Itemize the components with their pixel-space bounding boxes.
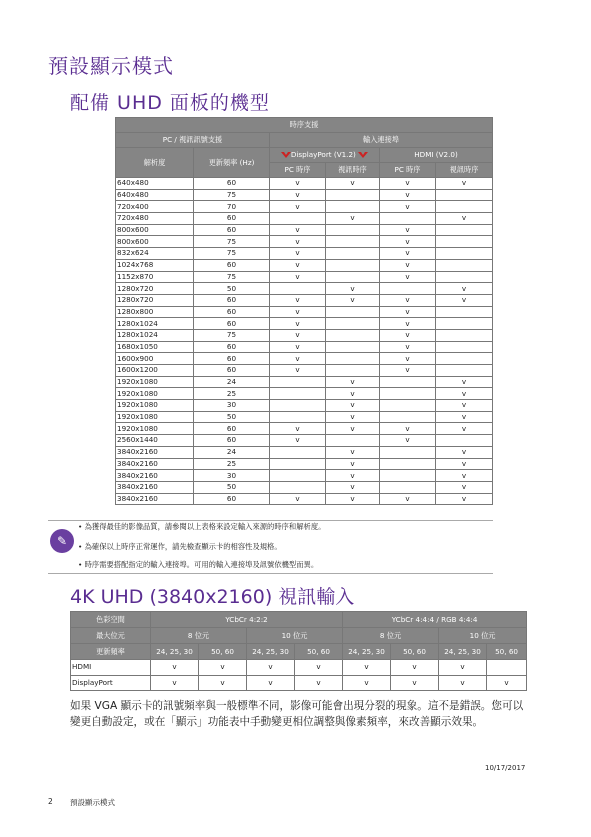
support-cell <box>326 248 380 260</box>
resolution-cell: 720x480 <box>116 213 194 225</box>
support-cell: v <box>270 423 326 435</box>
timing-header-resolution: 解析度 <box>116 148 194 178</box>
refresh-cell: 24 <box>194 446 270 458</box>
support-cell: v <box>343 675 391 691</box>
resolution-cell: 800x600 <box>116 224 194 236</box>
uhd-freq: 24, 25, 30 <box>439 644 487 660</box>
support-cell: v <box>380 201 436 213</box>
resolution-cell: 640x480 <box>116 189 194 201</box>
support-cell <box>380 481 436 493</box>
support-cell: v <box>270 259 326 271</box>
support-cell <box>380 283 436 295</box>
table-row <box>116 493 493 505</box>
table-row <box>116 365 493 377</box>
footer-title: 預設顯示模式 <box>70 798 115 807</box>
resolution-cell: 2560x1440 <box>116 435 194 447</box>
uhd-freq: 24, 25, 30 <box>247 644 295 660</box>
support-cell: v <box>270 365 326 377</box>
uhd-freq: 50, 60 <box>391 644 439 660</box>
support-cell <box>326 306 380 318</box>
support-cell: v <box>439 675 487 691</box>
refresh-cell: 60 <box>194 365 270 377</box>
refresh-cell: 30 <box>194 470 270 482</box>
support-cell: v <box>326 470 380 482</box>
uhd-bit10b: 10 位元 <box>439 628 527 644</box>
support-cell: v <box>436 283 493 295</box>
support-cell <box>270 446 326 458</box>
support-cell <box>326 224 380 236</box>
table-row <box>116 329 493 341</box>
support-cell: v <box>151 660 199 676</box>
timing-header-pc: PC / 視訊訊號支援 <box>116 133 270 148</box>
note-1: • 為獲得最佳的影像品質，請參閱以上表格來設定輸入來源的時序和解析度。 <box>78 522 326 531</box>
resolution-cell: 3840x2160 <box>116 493 194 505</box>
support-cell <box>326 271 380 283</box>
timing-header-hdmi: HDMI (V2.0) <box>380 148 493 163</box>
support-cell: v <box>326 178 380 190</box>
table-row <box>116 236 493 248</box>
table-row <box>116 294 493 306</box>
resolution-cell: 3840x2160 <box>116 458 194 470</box>
support-cell: v <box>439 660 487 676</box>
support-cell: v <box>436 481 493 493</box>
uhd-freq: 50, 60 <box>487 644 527 660</box>
support-cell: v <box>326 481 380 493</box>
support-cell: v <box>326 388 380 400</box>
timing-sub-pc2: PC 時序 <box>380 163 436 178</box>
table-row <box>116 201 493 213</box>
support-cell: v <box>270 236 326 248</box>
table-row <box>116 189 493 201</box>
refresh-cell: 60 <box>194 178 270 190</box>
table-row <box>116 248 493 260</box>
support-cell: v <box>270 189 326 201</box>
timing-header-dp <box>270 148 380 163</box>
resolution-cell: 1280x720 <box>116 283 194 295</box>
refresh-cell: 60 <box>194 353 270 365</box>
support-cell: v <box>380 435 436 447</box>
note-3: • 時序需要搭配指定的輸入連接埠。可用的輸入連接埠及訊號依機型而異。 <box>78 560 319 569</box>
support-cell: v <box>247 660 295 676</box>
support-cell: v <box>436 376 493 388</box>
support-cell: v <box>380 318 436 330</box>
resolution-cell: 1280x720 <box>116 294 194 306</box>
support-cell: v <box>270 435 326 447</box>
refresh-cell: 24 <box>194 376 270 388</box>
support-cell: v <box>343 660 391 676</box>
support-cell: v <box>326 294 380 306</box>
support-cell: v <box>436 411 493 423</box>
support-cell <box>380 458 436 470</box>
refresh-cell: 75 <box>194 248 270 260</box>
support-cell: v <box>326 411 380 423</box>
table-row <box>116 178 493 190</box>
refresh-cell: 70 <box>194 201 270 213</box>
support-cell: v <box>380 353 436 365</box>
resolution-cell: 720x400 <box>116 201 194 213</box>
support-cell: v <box>436 213 493 225</box>
section-title-uhd-models: 配備 UHD 面板的機型 <box>70 92 270 114</box>
table-row <box>116 388 493 400</box>
resolution-cell: 1280x800 <box>116 306 194 318</box>
refresh-cell: 60 <box>194 213 270 225</box>
resolution-cell: 1280x1024 <box>116 318 194 330</box>
support-cell: v <box>436 470 493 482</box>
support-cell <box>270 283 326 295</box>
timing-support-table <box>115 117 493 505</box>
resolution-cell: 800x600 <box>116 236 194 248</box>
support-cell <box>270 411 326 423</box>
support-cell <box>436 224 493 236</box>
support-cell <box>436 341 493 353</box>
support-cell: v <box>270 294 326 306</box>
support-cell <box>436 306 493 318</box>
uhd-bit10a: 10 位元 <box>247 628 343 644</box>
support-cell: v <box>380 224 436 236</box>
timing-header-refresh: 更新頻率 (Hz) <box>194 148 270 178</box>
refresh-cell: 60 <box>194 423 270 435</box>
refresh-cell: 60 <box>194 435 270 447</box>
page-title: 預設顯示模式 <box>48 54 174 78</box>
vga-paragraph: 如果 VGA 顯示卡的訊號頻率與一般標準不同，影像可能會出現分裂的現象。這不是錯誤。您可以變更自動設定，或在「顯示」功能表中手動變更相位調整與像素頻率，來改善顯示效果。 <box>70 700 524 728</box>
port-name-cell: DisplayPort <box>71 675 151 691</box>
support-cell: v <box>326 283 380 295</box>
support-cell: v <box>326 458 380 470</box>
refresh-cell: 60 <box>194 341 270 353</box>
support-cell <box>380 411 436 423</box>
table-row <box>116 259 493 271</box>
dp-marker-left-icon <box>281 152 291 159</box>
dp-marker-right-icon <box>358 152 368 159</box>
support-cell: v <box>326 493 380 505</box>
table-row <box>116 224 493 236</box>
support-cell: v <box>436 493 493 505</box>
support-cell: v <box>436 446 493 458</box>
resolution-cell: 1152x870 <box>116 271 194 283</box>
support-cell: v <box>270 248 326 260</box>
refresh-cell: 60 <box>194 259 270 271</box>
support-cell: v <box>270 271 326 283</box>
support-cell <box>436 435 493 447</box>
pencil-note-icon: ✎ <box>50 529 74 553</box>
timing-sub-pc: PC 時序 <box>270 163 326 178</box>
support-cell: v <box>270 178 326 190</box>
table-row <box>116 400 493 412</box>
support-cell: v <box>326 213 380 225</box>
uhd-freq: 50, 60 <box>295 644 343 660</box>
table-row <box>116 341 493 353</box>
support-cell: v <box>270 329 326 341</box>
table-row <box>116 446 493 458</box>
support-cell <box>326 236 380 248</box>
support-cell: v <box>326 400 380 412</box>
support-cell: v <box>247 675 295 691</box>
support-cell: v <box>270 201 326 213</box>
support-cell <box>436 271 493 283</box>
uhd-max-bit-label: 最大位元 <box>71 628 151 644</box>
refresh-cell: 75 <box>194 236 270 248</box>
uhd-table-body <box>71 660 527 691</box>
refresh-cell: 60 <box>194 224 270 236</box>
support-cell <box>380 376 436 388</box>
support-cell: v <box>380 259 436 271</box>
support-cell <box>326 353 380 365</box>
uhd-ycbcr444: YCbCr 4:4:4 / RGB 4:4:4 <box>343 612 527 628</box>
support-cell <box>487 660 527 676</box>
uhd-freq: 50, 60 <box>199 644 247 660</box>
support-cell <box>326 435 380 447</box>
support-cell <box>436 329 493 341</box>
resolution-cell: 1280x1024 <box>116 329 194 341</box>
support-cell <box>270 400 326 412</box>
support-cell <box>436 236 493 248</box>
table-row <box>71 660 527 676</box>
support-cell <box>436 259 493 271</box>
resolution-cell: 832x624 <box>116 248 194 260</box>
support-cell <box>326 259 380 271</box>
resolution-cell: 1920x1080 <box>116 400 194 412</box>
support-cell: v <box>436 423 493 435</box>
resolution-cell: 1920x1080 <box>116 376 194 388</box>
resolution-cell: 640x480 <box>116 178 194 190</box>
support-cell <box>380 213 436 225</box>
support-cell <box>270 458 326 470</box>
refresh-cell: 50 <box>194 283 270 295</box>
timing-sub-video2: 視訊時序 <box>436 163 493 178</box>
refresh-cell: 75 <box>194 329 270 341</box>
support-cell: v <box>270 341 326 353</box>
timing-header-top: 時序支援 <box>116 118 493 133</box>
support-cell <box>326 201 380 213</box>
uhd-bit8b: 8 位元 <box>343 628 439 644</box>
table-row <box>116 271 493 283</box>
support-cell: v <box>380 294 436 306</box>
refresh-cell: 75 <box>194 189 270 201</box>
support-cell: v <box>380 306 436 318</box>
support-cell <box>380 400 436 412</box>
table-row <box>116 481 493 493</box>
table-row <box>116 306 493 318</box>
resolution-cell: 3840x2160 <box>116 481 194 493</box>
uhd-freq: 24, 25, 30 <box>151 644 199 660</box>
table-row <box>116 470 493 482</box>
support-cell: v <box>151 675 199 691</box>
section-title-4k-uhd: 4K UHD (3840x2160) 視訊輸入 <box>70 586 355 608</box>
support-cell <box>270 213 326 225</box>
refresh-cell: 25 <box>194 458 270 470</box>
table-row <box>116 435 493 447</box>
support-cell: v <box>380 271 436 283</box>
notes-divider-bottom <box>48 573 493 574</box>
support-cell <box>270 481 326 493</box>
support-cell: v <box>436 294 493 306</box>
resolution-cell: 1920x1080 <box>116 388 194 400</box>
table-row <box>116 423 493 435</box>
dp-label: DisplayPort (V1.2) <box>290 150 356 159</box>
table-row <box>116 458 493 470</box>
resolution-cell: 1920x1080 <box>116 423 194 435</box>
support-cell: v <box>380 178 436 190</box>
support-cell <box>380 446 436 458</box>
support-cell: v <box>380 189 436 201</box>
table-row <box>71 675 527 691</box>
support-cell: v <box>270 224 326 236</box>
port-name-cell: HDMI <box>71 660 151 676</box>
table-row <box>116 411 493 423</box>
timing-table-body <box>116 178 493 505</box>
uhd-bit8a: 8 位元 <box>151 628 247 644</box>
note-2: • 為確保以上時序正常運作，請先檢查顯示卡的相容性及規格。 <box>78 542 282 551</box>
refresh-cell: 60 <box>194 493 270 505</box>
support-cell: v <box>270 318 326 330</box>
support-cell: v <box>199 675 247 691</box>
support-cell: v <box>326 446 380 458</box>
support-cell <box>326 189 380 201</box>
refresh-cell: 30 <box>194 400 270 412</box>
table-row <box>116 283 493 295</box>
refresh-cell: 60 <box>194 306 270 318</box>
support-cell: v <box>326 423 380 435</box>
refresh-cell: 25 <box>194 388 270 400</box>
document-date: 10/17/2017 <box>485 764 526 772</box>
support-cell: v <box>380 236 436 248</box>
table-row <box>116 318 493 330</box>
table-row <box>116 376 493 388</box>
resolution-cell: 1024x768 <box>116 259 194 271</box>
table-row <box>116 353 493 365</box>
uhd-refresh-label: 更新頻率 <box>71 644 151 660</box>
support-cell: v <box>199 660 247 676</box>
uhd-freq: 24, 25, 30 <box>343 644 391 660</box>
support-cell: v <box>270 493 326 505</box>
support-cell: v <box>326 376 380 388</box>
support-cell <box>436 189 493 201</box>
refresh-cell: 50 <box>194 411 270 423</box>
support-cell <box>436 318 493 330</box>
support-cell: v <box>487 675 527 691</box>
support-cell: v <box>380 329 436 341</box>
resolution-cell: 1600x1200 <box>116 365 194 377</box>
support-cell: v <box>436 178 493 190</box>
support-cell <box>380 388 436 400</box>
uhd-input-table <box>70 611 527 691</box>
refresh-cell: 50 <box>194 481 270 493</box>
resolution-cell: 1920x1080 <box>116 411 194 423</box>
page-number: 2 <box>48 797 53 806</box>
support-cell: v <box>270 306 326 318</box>
resolution-cell: 1600x900 <box>116 353 194 365</box>
refresh-cell: 75 <box>194 271 270 283</box>
support-cell: v <box>436 388 493 400</box>
support-cell <box>436 201 493 213</box>
support-cell: v <box>295 675 343 691</box>
resolution-cell: 3840x2160 <box>116 446 194 458</box>
timing-header-input: 輸入連接埠 <box>270 133 493 148</box>
support-cell <box>436 365 493 377</box>
support-cell: v <box>391 675 439 691</box>
resolution-cell: 1680x1050 <box>116 341 194 353</box>
table-row <box>116 213 493 225</box>
support-cell: v <box>380 341 436 353</box>
support-cell: v <box>380 493 436 505</box>
support-cell: v <box>391 660 439 676</box>
support-cell <box>436 248 493 260</box>
resolution-cell: 3840x2160 <box>116 470 194 482</box>
uhd-ycbcr422: YCbCr 4:2:2 <box>151 612 343 628</box>
support-cell <box>326 329 380 341</box>
support-cell: v <box>380 365 436 377</box>
support-cell: v <box>295 660 343 676</box>
refresh-cell: 60 <box>194 318 270 330</box>
refresh-cell: 60 <box>194 294 270 306</box>
support-cell <box>326 318 380 330</box>
support-cell <box>326 365 380 377</box>
support-cell: v <box>380 423 436 435</box>
support-cell: v <box>436 458 493 470</box>
support-cell <box>436 353 493 365</box>
timing-sub-video: 視訊時序 <box>326 163 380 178</box>
support-cell <box>270 470 326 482</box>
support-cell: v <box>436 400 493 412</box>
support-cell <box>380 470 436 482</box>
support-cell <box>270 376 326 388</box>
uhd-color-space-label: 色彩空間 <box>71 612 151 628</box>
notes-divider-top <box>48 520 493 521</box>
support-cell <box>270 388 326 400</box>
support-cell: v <box>380 248 436 260</box>
support-cell: v <box>270 353 326 365</box>
support-cell <box>326 341 380 353</box>
